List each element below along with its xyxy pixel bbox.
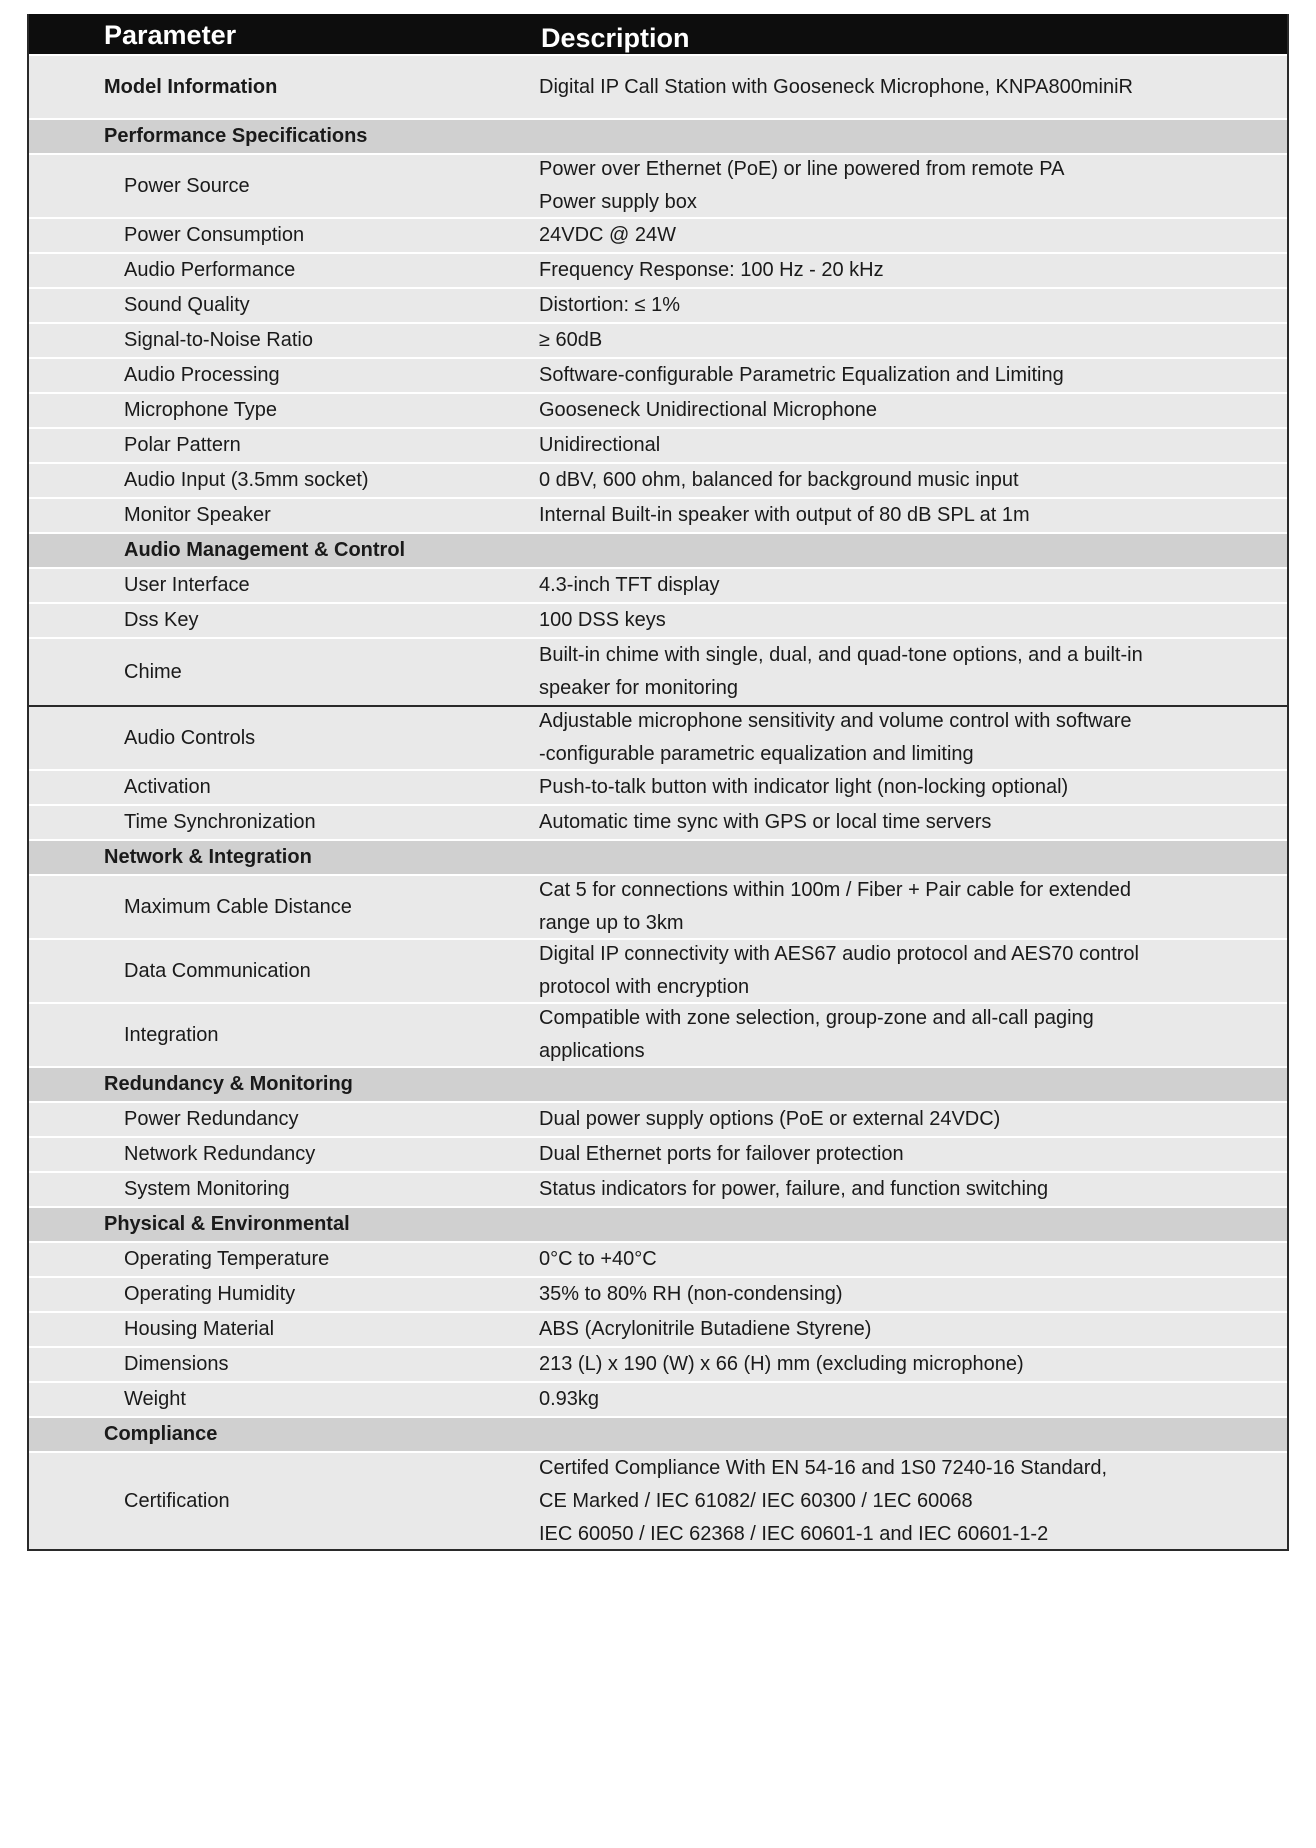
parameter-cell: Network & Integration <box>104 846 312 868</box>
table-row <box>29 1241 1287 1276</box>
parameter-cell: Certification <box>124 1489 230 1512</box>
description-cell: Dual Ethernet ports for failover protection <box>539 1143 904 1165</box>
parameter-cell: Audio Controls <box>124 726 256 749</box>
table-row <box>29 287 1287 322</box>
table-row <box>29 1311 1287 1346</box>
parameter-cell: Integration <box>124 1023 219 1046</box>
parameter-cell: Network Redundancy <box>124 1143 316 1165</box>
description-cell: Dual power supply options (PoE or external 24VDC) <box>539 1108 1001 1130</box>
parameter-cell: Model Information <box>104 75 278 98</box>
description-cell: Distortion: ≤ 1% <box>539 294 681 316</box>
parameter-cell: Chime <box>124 660 182 683</box>
description-cell: Internal Built-in speaker with output of 80 dB SPL at 1m <box>539 504 1030 526</box>
description-cell: Unidirectional <box>539 434 661 456</box>
section-row <box>29 839 1287 874</box>
description-cell: Frequency Response: 100 Hz - 20 kHz <box>539 259 884 281</box>
description-cell: Automatic time sync with GPS or local time servers <box>539 811 992 833</box>
table-row <box>29 497 1287 532</box>
parameter-cell: Polar Pattern <box>124 434 241 456</box>
table-row <box>29 769 1287 804</box>
description-cell: 35% to 80% RH (non-condensing) <box>539 1283 843 1305</box>
table-row <box>29 874 1287 938</box>
table-row <box>29 1276 1287 1311</box>
table-row <box>29 322 1287 357</box>
table-row <box>29 938 1287 1002</box>
table-row <box>29 1002 1287 1066</box>
section-row <box>29 118 1287 153</box>
description-cell: 100 DSS keys <box>539 609 666 631</box>
parameter-cell: Time Synchronization <box>124 811 316 833</box>
description-cell: Software-configurable Parametric Equalization and Limiting <box>539 364 1064 386</box>
table-row <box>29 427 1287 462</box>
section-row <box>29 532 1287 567</box>
description-cell: Compatible with zone selection, group-zone and all-call paging applications <box>539 1007 1094 1062</box>
description-cell: Power over Ethernet (PoE) or line powered from remote PA Power supply box <box>539 158 1065 213</box>
description-cell: Gooseneck Unidirectional Microphone <box>539 399 877 421</box>
parameter-cell: Sound Quality <box>124 294 250 316</box>
parameter-cell: Dimensions <box>124 1353 229 1375</box>
description-cell: ≥ 60dB <box>539 329 603 351</box>
table-row <box>29 1451 1287 1549</box>
table-body <box>29 54 1287 1549</box>
description-cell: Certifed Compliance With EN 54-16 and 1S0 7240-16 Standard, CE Marked / IEC 61082/ IEC 60300 / 1EC 60068 IEC 60050 / IEC 62368 / IEC 60601-1 and IEC 60601-1-2 <box>539 1456 1108 1545</box>
table-row <box>29 357 1287 392</box>
table-row <box>29 1171 1287 1206</box>
parameter-cell: Audio Performance <box>124 259 296 281</box>
description-cell: 24VDC @ 24W <box>539 224 677 246</box>
parameter-cell: Redundancy & Monitoring <box>104 1073 353 1095</box>
table-row <box>29 637 1287 705</box>
parameter-cell: Data Communication <box>124 959 311 982</box>
section-row <box>29 1416 1287 1451</box>
description-cell: Built-in chime with single, dual, and quad-tone options, and a built-in speaker for monitoring <box>539 644 1143 699</box>
parameter-cell: Power Source <box>124 174 250 197</box>
parameter-cell: Weight <box>124 1388 186 1410</box>
table-row <box>29 705 1287 769</box>
description-cell: ABS (Acrylonitrile Butadiene Styrene) <box>539 1318 872 1340</box>
parameter-cell: Monitor Speaker <box>124 504 271 526</box>
section-row <box>29 1066 1287 1101</box>
description-cell: 0.93kg <box>539 1388 600 1410</box>
table-header <box>29 14 1287 54</box>
section-row <box>29 1206 1287 1241</box>
description-cell: 213 (L) x 190 (W) x 66 (H) mm (excluding microphone) <box>539 1353 1024 1375</box>
parameter-cell: Housing Material <box>124 1318 275 1340</box>
table-row <box>29 1101 1287 1136</box>
description-cell: Push-to-talk button with indicator light (non-locking optional) <box>539 776 1069 798</box>
table-row <box>29 153 1287 217</box>
parameter-cell: Audio Management & Control <box>124 539 406 561</box>
table-row <box>29 567 1287 602</box>
description-cell: Status indicators for power, failure, and function switching <box>539 1178 1049 1200</box>
parameter-cell: Maximum Cable Distance <box>124 895 352 918</box>
table-row <box>29 217 1287 252</box>
description-cell: 0°C to +40°C <box>539 1248 657 1270</box>
table-row <box>29 804 1287 839</box>
parameter-cell: Performance Specifications <box>104 125 368 147</box>
header-description: Description <box>541 23 690 53</box>
parameter-cell: Physical & Environmental <box>104 1213 350 1235</box>
parameter-cell: Operating Temperature <box>124 1248 330 1270</box>
parameter-cell: Microphone Type <box>124 399 278 421</box>
description-cell: Digital IP Call Station with Gooseneck Microphone, KNPA800miniR <box>539 75 1133 98</box>
parameter-cell: System Monitoring <box>124 1178 290 1200</box>
description-cell: Adjustable microphone sensitivity and volume control with software -configurable parametric equalization and limiting <box>539 710 1132 765</box>
header-parameter: Parameter <box>104 20 237 50</box>
parameter-cell: Compliance <box>104 1423 218 1445</box>
table-row <box>29 1381 1287 1416</box>
parameter-cell: Audio Processing <box>124 364 280 386</box>
table-row <box>29 392 1287 427</box>
table-row <box>29 54 1287 118</box>
table-row <box>29 602 1287 637</box>
description-cell: 4.3-inch TFT display <box>539 574 720 596</box>
table-row <box>29 1346 1287 1381</box>
parameter-cell: Audio Input (3.5mm socket) <box>124 469 369 491</box>
table-row <box>29 462 1287 497</box>
parameter-cell: Activation <box>124 776 211 798</box>
parameter-cell: Dss Key <box>124 609 199 631</box>
parameter-cell: Operating Humidity <box>124 1283 296 1305</box>
description-cell: Cat 5 for connections within 100m / Fiber + Pair cable for extended range up to 3km <box>539 879 1131 934</box>
description-cell: 0 dBV, 600 ohm, balanced for background music input <box>539 469 1019 491</box>
description-cell: Digital IP connectivity with AES67 audio protocol and AES70 control protocol with encryption <box>539 943 1139 998</box>
table-row <box>29 1136 1287 1171</box>
parameter-cell: Power Consumption <box>124 224 305 246</box>
parameter-cell: User Interface <box>124 574 250 596</box>
table-row <box>29 252 1287 287</box>
spec-table <box>27 14 1289 1551</box>
parameter-cell: Signal-to-Noise Ratio <box>124 329 313 351</box>
parameter-cell: Power Redundancy <box>124 1108 299 1130</box>
